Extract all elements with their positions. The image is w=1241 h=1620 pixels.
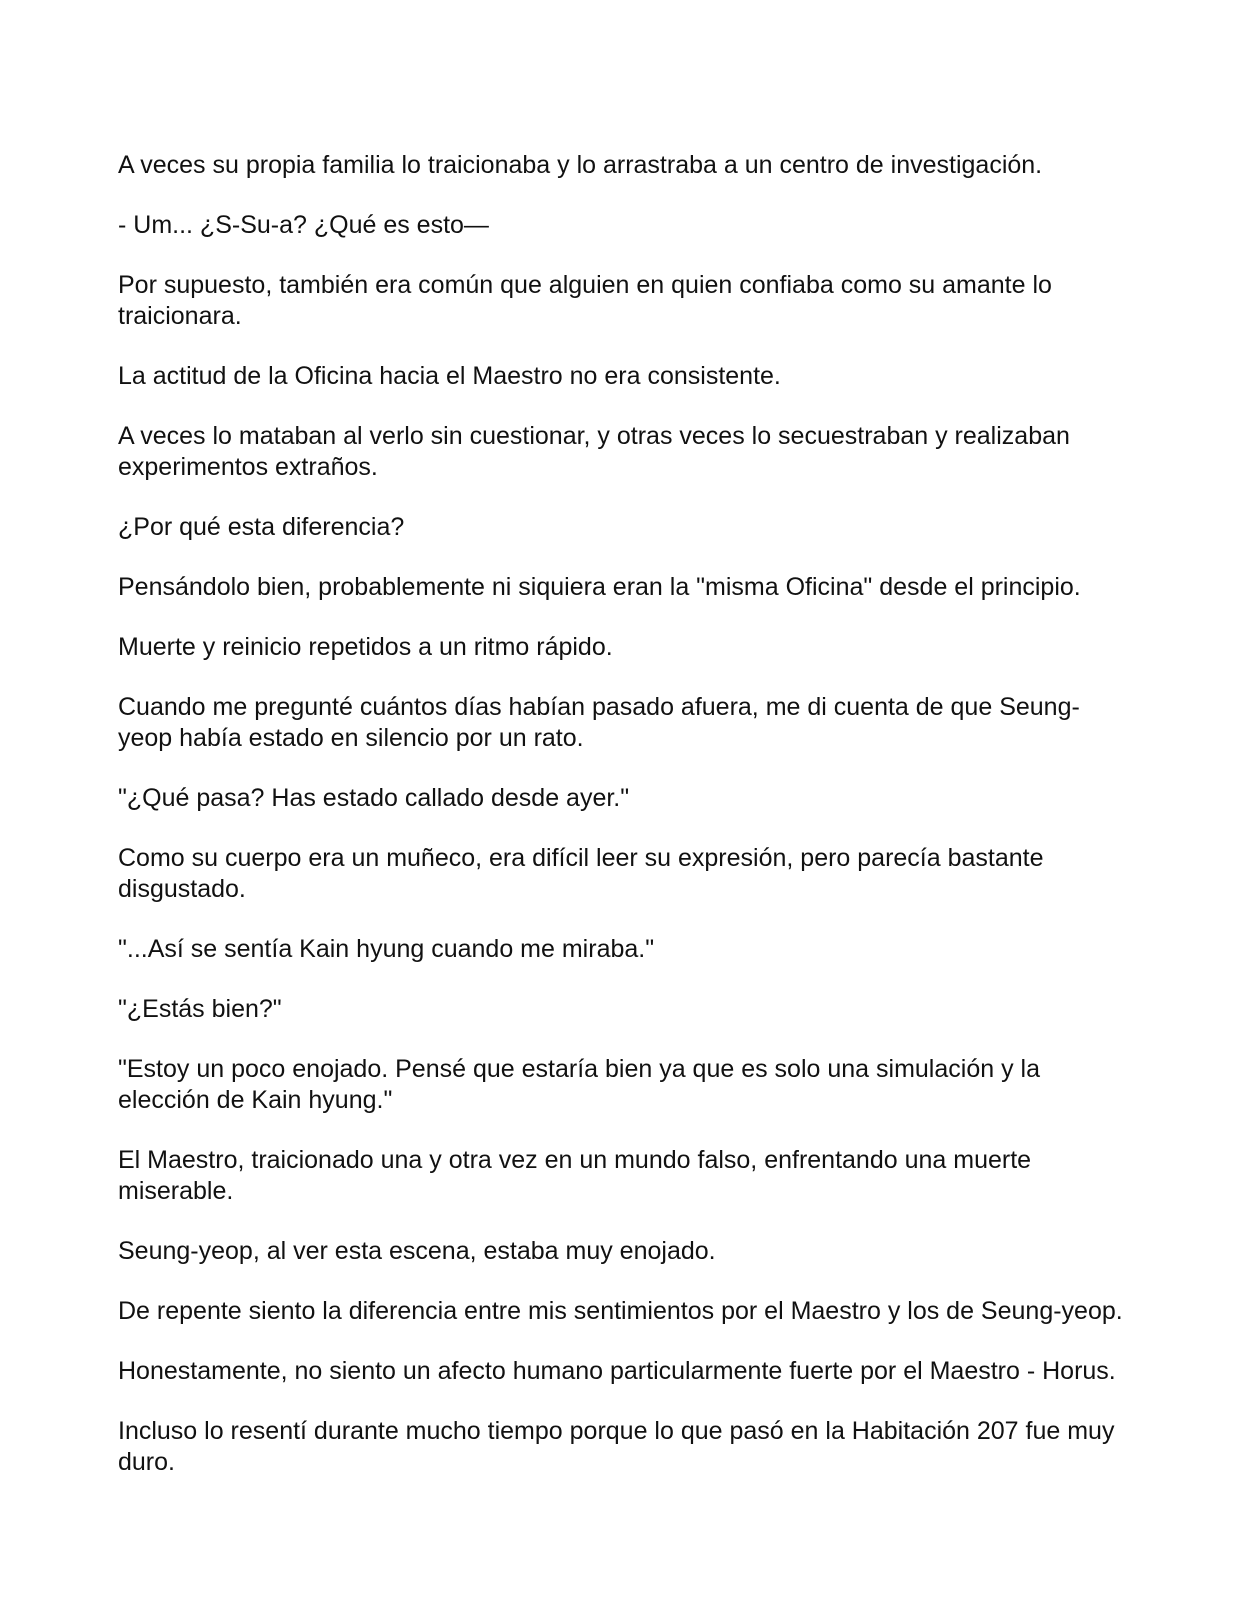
paragraph: La actitud de la Oficina hacia el Maestro no era consistente. [118,362,781,390]
paragraph: "¿Qué pasa? Has estado callado desde ayer." [118,784,630,812]
paragraph: "¿Estás bien?" [118,995,282,1023]
paragraph: Muerte y reinicio repetidos a un ritmo rápido. [118,633,613,661]
paragraph: Honestamente, no siento un afecto humano particularmente fuerte por el Maestro - Horus. [118,1357,1116,1385]
paragraph: Pensándolo bien, probablemente ni siquiera eran la "misma Oficina" desde el principio. [118,573,1081,601]
paragraph: Incluso lo resentí durante mucho tiempo porque lo que pasó en la Habitación 207 fue muy duro. [118,1417,1115,1476]
paragraph: Como su cuerpo era un muñeco, era difícil leer su expresión, pero parecía bastante disgustado. [118,844,1044,903]
paragraph: Por supuesto, también era común que alguien en quien confiaba como su amante lo traicionara. [118,271,1052,330]
paragraph: "Estoy un poco enojado. Pensé que estaría bien ya que es solo una simulación y la elección de Kain hyung." [118,1055,1040,1114]
paragraph: El Maestro, traicionado una y otra vez en un mundo falso, enfrentando una muerte miserable. [118,1146,1032,1205]
paragraph: "...Así se sentía Kain hyung cuando me miraba." [118,935,655,963]
paragraph: A veces su propia familia lo traicionaba y lo arrastraba a un centro de investigación. [118,151,1043,179]
document-body [118,150,1128,1507]
paragraph: - Um... ¿S-Su-a? ¿Qué es esto— [118,211,489,239]
paragraph: Seung-yeop, al ver esta escena, estaba muy enojado. [118,1237,716,1265]
paragraph: Cuando me pregunté cuántos días habían pasado afuera, me di cuenta de que Seung-yeop había estado en silencio por un rato. [118,693,1080,752]
paragraph: A veces lo mataban al verlo sin cuestionar, y otras veces lo secuestraban y realizaban experimentos extraños. [118,422,1070,481]
paragraph: De repente siento la diferencia entre mis sentimientos por el Maestro y los de Seung-yeop. [118,1297,1123,1325]
paragraph: ¿Por qué esta diferencia? [118,513,405,541]
